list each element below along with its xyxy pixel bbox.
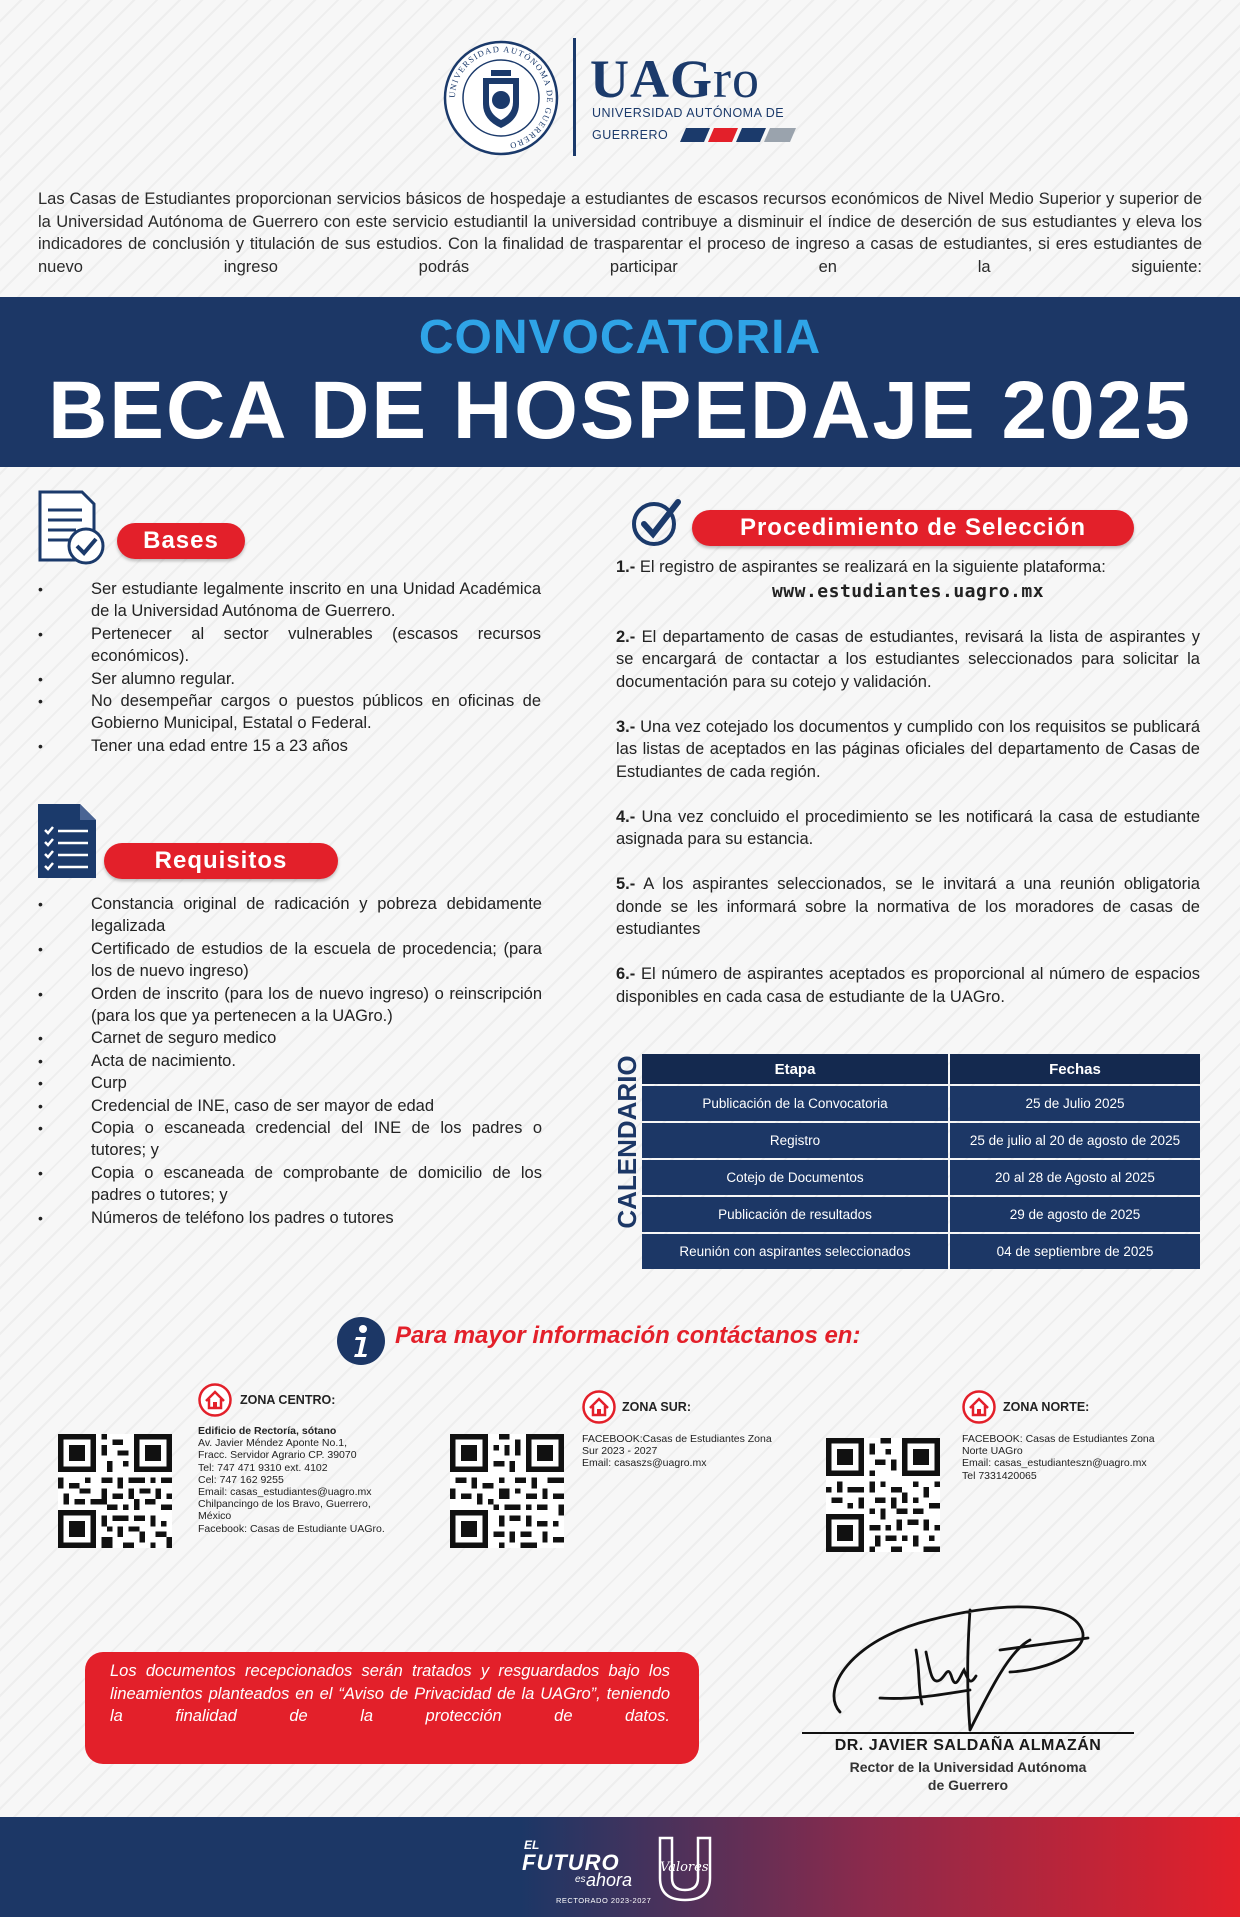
uagro-wordmark-sub1: UNIVERSIDAD AUTÓNOMA DE [592,106,785,120]
zona-sur-info: FACEBOOK:Casas de Estudiantes Zona Sur 2023 - 2027 Email: casaszs@uagro.mx [582,1433,772,1470]
table-row: Publicación de la Convocatoria 25 de Julio 2025 [642,1086,1200,1121]
zona-norte-info: FACEBOOK: Casas de Estudiantes Zona Norte UAGro Email: casas_estudianteszn@uagro.mx Tel 7331420065 [962,1433,1155,1482]
list-item: • Acta de nacimiento. [38,1050,542,1072]
check-circle-icon [630,496,682,548]
requisitos-heading: Requisitos [104,843,338,879]
list-item: • Credencial de INE, caso de ser mayor de edad [38,1095,542,1117]
list-item: • No desempeñar cargos o puestos públicos en oficinas de Gobierno Municipal, Estatal o Federal. [38,690,541,735]
uagro-wordmark: UAGro [590,49,760,109]
step-3: 3.- Una vez cotejado los documentos y cumplido con los requisitos se publicará las listas de aceptados en las páginas oficiales del departamento de Casas de Estudiantes de cada región. [616,717,1200,781]
footer-rectorado: RECTORADO 2023-2027 [556,1896,652,1905]
info-icon [336,1316,386,1366]
bases-list [38,578,541,757]
list-item: • Orden de inscrito (para los de nuevo ingreso) o reinscripción (para los que ya pertenecen a la UAGro.) [38,983,542,1028]
home-icon [582,1390,616,1424]
calendario-label [608,1052,644,1232]
svg-text:CALENDARIO: CALENDARIO [612,1055,642,1229]
zona-norte-title: ZONA NORTE: [1003,1400,1090,1414]
logo-divider [573,38,576,156]
uagro-seal-logo [443,40,559,156]
calendario-table [640,1052,1202,1271]
footer-slogan-es: es [575,1874,586,1885]
list-item: • Ser alumno regular. [38,668,541,690]
home-icon [962,1390,996,1424]
list-item: • Números de teléfono los padres o tutores [38,1207,542,1229]
list-item: • Copia o escaneada de comprobante de domicilio de los padres o tutores; y [38,1162,542,1207]
step-2: 2.- El departamento de casas de estudiantes, revisará la lista de aspirantes y se encargará de contactar a los estudiantes seleccionados para solicitar la documentación para su cotejo y validación. [616,627,1200,691]
zona-centro-title: ZONA CENTRO: [240,1393,336,1407]
intro-paragraph: Las Casas de Estudiantes proporcionan servicios básicos de hospedaje a estudiantes de escasos recursos económicos de Nivel Medio Superior y superior de la Universidad Autónoma de Guerrero con este servicio estudiantil la universidad contribuye a disminuir el índice de deserción de sus estudiantes y eleva los indicadores de conclusión y titulación de sus estudios. Con la finalidad de trasparentar el proceso de ingreso a casas de estudiantes, si eres estudiantes de nuevo ingreso podrás participar en la siguiente: [38,190,1202,276]
rector-signature-icon [820,1580,1092,1740]
footer-valores: Valores [660,1860,709,1875]
list-item: • Pertenecer al sector vulnerables (escasos recursos económicos). [38,623,541,668]
list-item: • Constancia original de radicación y pobreza debidamente legalizada [38,893,542,938]
footer-slogan-futuro: FUTURO [522,1850,620,1875]
step-6: 6.- El número de aspirantes aceptados es proporcional al número de espacios disponibles en cada casa de estudiante de la UAGro. [616,965,1200,1006]
banner-title: BECA DE HOSPEDAJE 2025 [48,365,1192,456]
qr-code-norte[interactable] [826,1436,940,1554]
list-item: • Carnet de seguro medico [38,1027,542,1049]
qr-code-centro[interactable] [58,1432,172,1550]
uagro-wordmark-sub2: GUERRERO [592,128,669,142]
list-item: • Curp [38,1072,542,1094]
footer-slogan-el: EL [524,1838,540,1852]
step-4: 4.- Una vez concluido el procedimiento se les notificará la casa de estudiante asignada para su estancia. [616,807,1200,848]
checklist-icon [36,802,102,880]
privacy-notice-text: Los documentos recepcionados serán tratados y resguardados bajo los lineamientos planteados en el “Aviso de Privacidad de la UAGro”, teniendo la finalidad de la protección de datos. [110,1662,670,1725]
table-row: Publicación de resultados 29 de agosto de 2025 [642,1197,1200,1232]
rector-role-line1: Rector de la Universidad Autónoma [849,1759,1087,1775]
banner-kicker: CONVOCATORIA [418,311,822,364]
list-item: • Tener una edad entre 15 a 23 años [38,735,541,757]
footer-slogan-ahora: ahora [586,1870,633,1890]
col-header-etapa: Etapa [642,1054,948,1084]
signature-line [802,1732,1134,1734]
registration-url-link[interactable]: www.estudiantes.uagro.mx [771,580,1045,602]
list-item: • Certificado de estudios de la escuela de procedencia; (para los de nuevo ingreso) [38,938,542,983]
home-icon [198,1383,232,1417]
svg-text:UNIVERSIDAD AUTÓNOMA DE GUERRE: UNIVERSIDAD AUTÓNOMA DE GUERRERO [446,43,556,152]
col-header-fechas: Fechas [950,1054,1200,1084]
zona-centro-info: Edificio de Rectoría, sótano Av. Javier Méndez Aponte No.1, Fracc. Servidor Agrario CP. 39070 Tel: 747 471 9310 ext. 4102 Cel: 747 162 9255 Email: casas_estudiantes@uagro.mx Chilpancingo de los Bravo, Guerrero, México Facebook: Casas de Estudiante UAGro. [198,1425,385,1535]
list-item: • Copia o escaneada credencial del INE de los padres o tutores; y [38,1117,542,1162]
list-item: • Ser estudiante legalmente inscrito en una Unidad Académica de la Universidad Autónoma de Guerrero. [38,578,541,623]
qr-code-sur[interactable] [450,1432,564,1550]
table-row: Reunión con aspirantes seleccionados 04 de septiembre de 2025 [642,1234,1200,1269]
rector-name: DR. JAVIER SALDAÑA ALMAZÁN [834,1737,1102,1754]
step-1: 1.- El registro de aspirantes se realizará en la siguiente plataforma: [616,558,1106,576]
rector-role-line2: de Guerrero [927,1777,1009,1793]
brand-stripes-icon [680,128,796,142]
contact-title: Para mayor información contáctanos en: [395,1322,861,1349]
procedimiento-heading: Procedimiento de Selección [692,510,1134,546]
bases-heading: Bases [117,523,245,559]
requisitos-list [38,893,542,1229]
table-row: Registro 25 de julio al 20 de agosto de 2025 [642,1123,1200,1158]
procedimiento-steps [616,556,1200,1008]
table-row: Cotejo de Documentos 20 al 28 de Agosto al 2025 [642,1160,1200,1195]
step-5: 5.- A los aspirantes seleccionados, se le invitará a una reunión obligatoria donde se les informará sobre la normativa de los moradores de casas de estudiantes [616,875,1200,938]
zona-sur-title: ZONA SUR: [622,1400,691,1414]
document-check-icon [36,490,108,566]
